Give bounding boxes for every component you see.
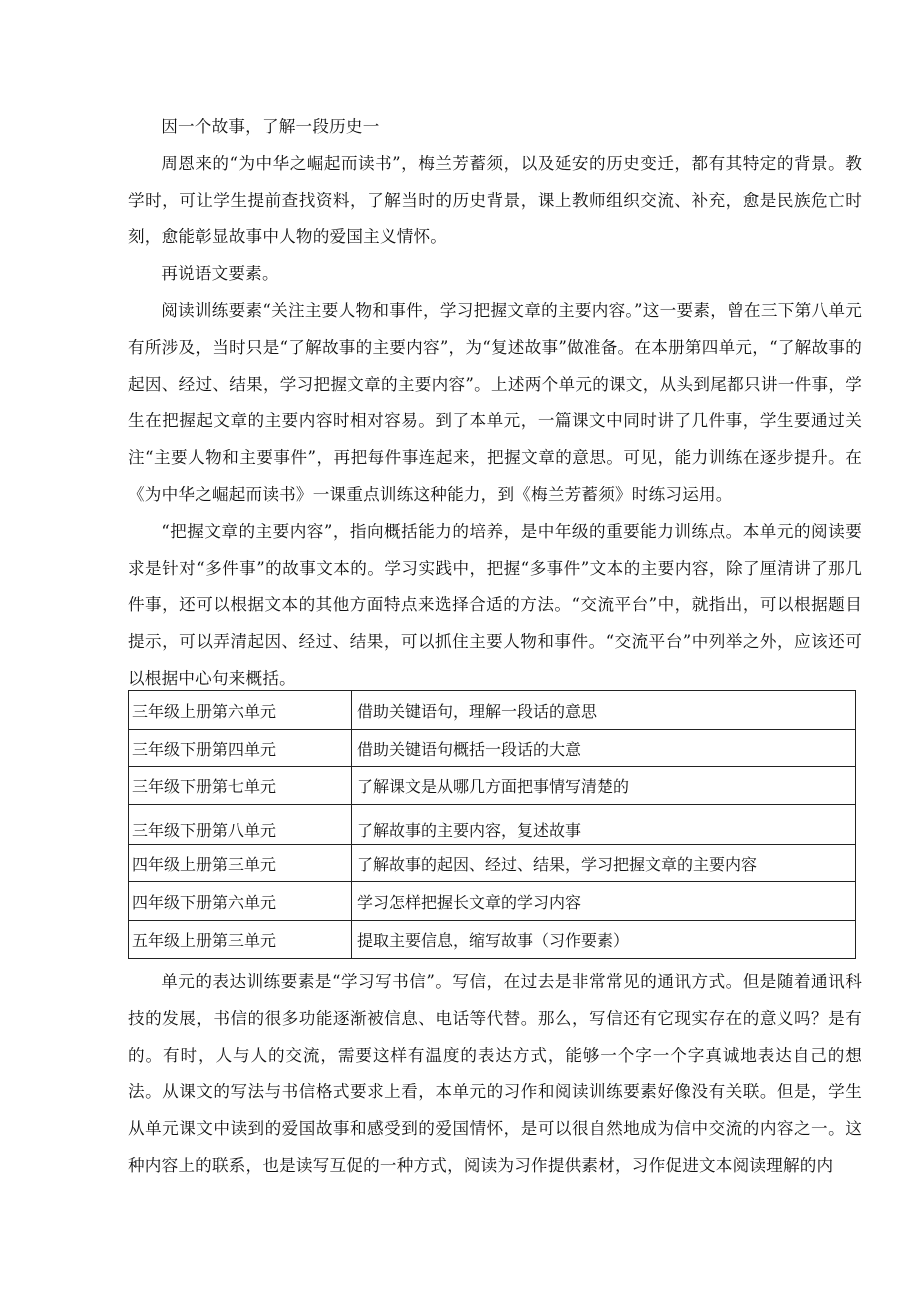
table-cell-element: 了解故事的起因、经过、结果，学习把握文章的主要内容 — [352, 845, 856, 882]
table-row — [129, 882, 856, 921]
table-row — [129, 921, 856, 959]
table-cell-element: 了解故事的主要内容，复述故事 — [352, 805, 856, 845]
table-cell-unit: 五年级上册第三单元 — [129, 921, 352, 959]
body-text-bottom — [128, 964, 862, 1185]
table-cell-unit: 三年级下册第四单元 — [129, 730, 352, 767]
table-cell-unit: 四年级上册第三单元 — [129, 845, 352, 882]
table-cell-element: 借助关键语句概括一段话的大意 — [352, 730, 856, 767]
table-row — [129, 730, 856, 767]
table-row — [129, 845, 856, 882]
table-row — [129, 805, 856, 845]
table-cell-element: 学习怎样把握长文章的学习内容 — [352, 882, 856, 921]
table-cell-unit: 三年级下册第八单元 — [129, 805, 352, 845]
table-cell-element: 了解课文是从哪几方面把事情写清楚的 — [352, 767, 856, 805]
table-cell-element: 提取主要信息，缩写故事（习作要素） — [352, 921, 856, 959]
table-cell-element: 借助关键语句，理解一段话的意思 — [352, 691, 856, 730]
paragraph: 周恩来的“为中华之崛起而读书”，梅兰芳蓄须，以及延安的历史变迁，都有其特定的背景。教学时，可让学生提前查找资料，了解当时的历史背景，课上教师组织交流、补充，愈是民族危亡时刻，愈能彰显故事中人物的爱国主义情怀。 — [128, 153, 862, 247]
paragraph: “把握文章的主要内容”，指向概括能力的培养，是中年级的重要能力训练点。本单元的阅读要求是针对“多件事”的故事文本的。学习实践中，把握“多事件”文本的主要内容，除了厘清讲了那几件事，还可以根据文本的其他方面特点来选择合适的方法。“交流平台”中，就指出，可以根据题目提示，可以弄清起因、经过、结果，可以抓住主要人物和事件。“交流平台”中列举之外，应该还可以根据中心句来概括。 — [128, 521, 862, 688]
table-row — [129, 691, 856, 730]
paragraph: 单元的表达训练要素是“学习写书信”。写信，在过去是非常常见的通讯方式。但是随着通讯科技的发展，书信的很多功能逐渐被信息、电话等代替。那么，写信还有它现实存在的意义吗？是有的。有时，人与人的交流，需要这样有温度的表达方式，能够一个字一个字真诚地表达自己的想法。从课文的写法与书信格式要求上看，本单元的习作和阅读训练要素好像没有关联。但是，学生从单元课文中读到的爱国故事和感受到的爱国情怀，是可以很自然地成为信中交流的内容之一。这种内容上的联系，也是读写互促的一种方式，阅读为习作提供素材，习作促进文本阅读理解的内 — [128, 972, 862, 1175]
paragraph: 再说语文要素。 — [161, 264, 279, 284]
table-cell-unit: 三年级下册第七单元 — [129, 767, 352, 805]
table-cell-unit: 三年级上册第六单元 — [129, 691, 352, 730]
reading-elements-table — [128, 690, 856, 959]
paragraph: 因一个故事，了解一段历史一 — [161, 117, 380, 136]
body-text-top — [128, 109, 862, 698]
table-row — [129, 767, 856, 805]
paragraph: 阅读训练要素“关注主要人物和事件，学习把握文章的主要内容。”这一要素，曾在三下第八单元有所涉及，当时只是“了解故事的主要内容”，为“复述故事”做准备。在本册第四单元，“了解故事的起因、经过、结果，学习把握文章的主要内容”。上述两个单元的课文，从头到尾都只讲一件事，学生在把握起文章的主要内容时相对容易。到了本单元，一篇课文中同时讲了几件事，学生要通过关注“主要人物和主要事件”，再把每件事连起来，把握文章的意思。可见，能力训练在逐步提升。在《为中华之崛起而读书》一课重点训练这种能力，到《梅兰芳蓄须》时练习运用。 — [128, 300, 862, 504]
table-cell-unit: 四年级下册第六单元 — [129, 882, 352, 921]
